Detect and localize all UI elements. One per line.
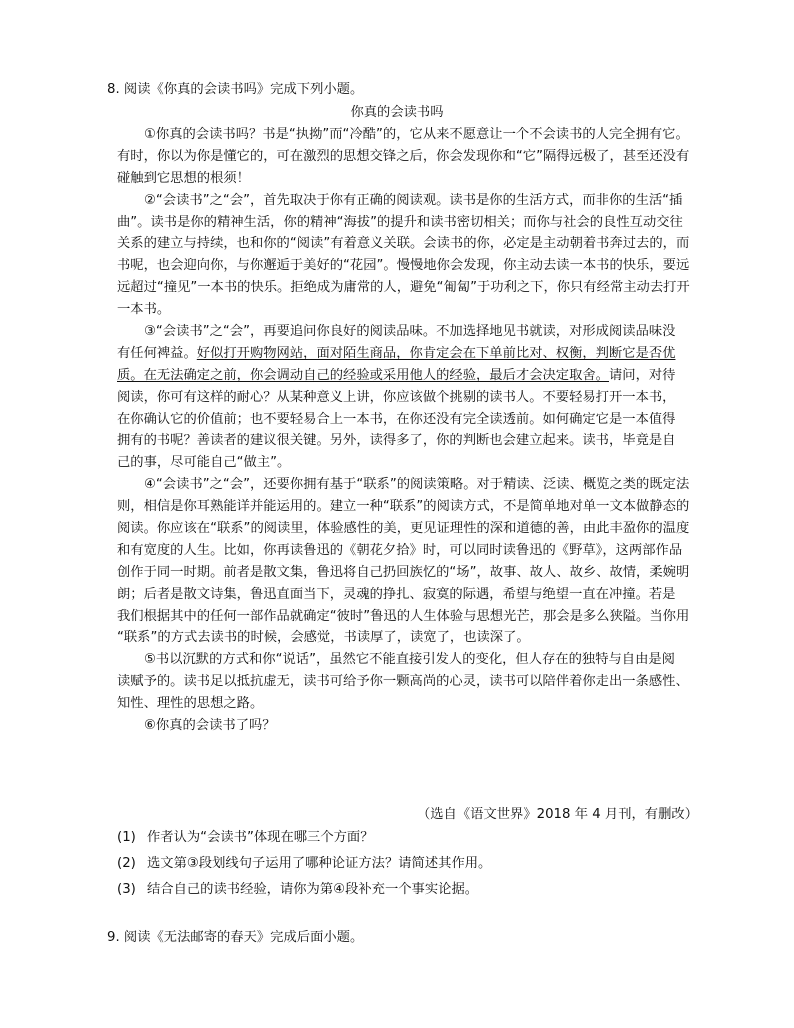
article-line [117, 649, 702, 671]
article-line [117, 671, 702, 693]
line-text: 知性、理性的思想之路。 [117, 696, 264, 712]
line-text: 关系的建立与持续，也和你的“阅读”有着意义关联。会读书的你，必定是主动朝着书奔过去的，而 [117, 236, 690, 252]
article-line [117, 715, 702, 737]
article-body [117, 124, 702, 737]
article-source: （选自《语文世界》2018 年 4 月刊，有删改） [416, 807, 698, 822]
article-line [117, 387, 702, 409]
article-line [117, 255, 702, 277]
line-text: “联系”的方式去读书的时候，会感觉，书读厚了，读宽了，也读深了。 [117, 630, 530, 646]
underlined-sentence: 好似打开购物网站，面对陌生商品，你肯定会在下单前比对、权衡，判断它是否优 [196, 345, 676, 361]
line-text: 请问，对待 [608, 367, 676, 383]
line-text: 拥有的书呢？善读者的建议很关键。另外，读得多了，你的判断也会建立起来。读书，毕竟是自 [117, 433, 676, 449]
sub-question-number: (1) [117, 830, 136, 845]
article-line [117, 562, 702, 584]
article-title: 你真的会读书吗 [350, 105, 444, 120]
line-text: 有任何裨益。 [117, 345, 197, 361]
line-text: 和有宽度的人生。比如，你再读鲁迅的《朝花夕拾》时，可以同时读鲁迅的《野草》，这两部作品 [117, 542, 683, 558]
line-text: 在你确认它的价值前；也不要轻易合上一本书，在你还没有完全读透前。如何确定它是一本值得 [117, 411, 676, 427]
line-text: ②“会读书”之“会”，首先取决于你有正确的阅读观。读书是你的生活方式，而非你的生活“插 [144, 192, 683, 208]
article-line [117, 277, 702, 299]
line-text: 阅读。你应该在“联系”的阅读里，体验感性的美，更见证理性的深和道德的善，由此丰盈你的温度 [117, 521, 690, 537]
sub-question-text: 作者认为“会读书”体现在哪三个方面？ [147, 830, 374, 845]
line-text: 读赋予的。读书足以抵抗虚无，读书可给予你一颗高尚的心灵，读书可以陪伴着你走出一条感性、 [117, 674, 689, 690]
line-text: 有时，你以为你是懂它的，可在激烈的思想交锋之后，你会发现你和“它”隔得远极了，甚至还没有 [117, 148, 690, 164]
article-line [117, 518, 702, 540]
article-line [117, 409, 702, 431]
line-text: 己的事，尽可能自己“做主”。 [117, 455, 291, 471]
article-line [117, 540, 702, 562]
line-text: 一本书。 [117, 302, 171, 318]
article-line [117, 496, 702, 518]
question-9-prompt: 9. 阅读《无法邮寄的春天》完成后面小题。 [107, 930, 364, 945]
sub-question-text: 结合自己的读书经验，请你为第④段补充一个事实论据。 [147, 882, 479, 897]
article-line [117, 233, 702, 255]
line-text: 阅读，你可有这样的耐心？从某种意义上讲，你应该做个挑剔的读书人。不要轻易打开一本书， [117, 389, 676, 405]
sub-question-2 [117, 855, 491, 873]
article-line [117, 584, 702, 606]
article-line [117, 212, 702, 234]
sub-question-text: 选文第③段划线句子运用了哪种论证方法？请简述其作用。 [147, 856, 492, 871]
article-line [117, 190, 702, 212]
article-line [117, 299, 702, 321]
sub-question-3 [117, 881, 478, 899]
sub-question-number: (2) [117, 856, 136, 871]
line-text: 书呢，也会迎向你，与你邂逅于美好的“花园”。慢慢地你会发现，你主动去读一本书的快乐，要远 [117, 258, 690, 274]
line-text: 曲”。读书是你的精神生活，你的精神“海拔”的提升和读书密切相关；而你与社会的良性互动交往 [117, 214, 683, 230]
article-line [117, 146, 702, 168]
line-text: 碰触到它思想的根须！ [117, 170, 250, 186]
line-text: ④“会读书”之“会”，还要你拥有基于“联系”的阅读策略。对于精读、泛读、概览之类的既定法 [144, 477, 690, 493]
article-line [117, 627, 702, 649]
article-line [117, 474, 702, 496]
line-text: 远超过“撞见”一本书的快乐。拒绝成为庸常的人，避免“匍匐”于功利之下，你只有经常主动去打开 [117, 280, 690, 296]
line-text: ①你真的会读书吗？书是“执拗”而“冷酷”的，它从来不愿意让一个不会读书的人完全拥有它。 [144, 127, 689, 142]
article-line [117, 365, 702, 387]
line-text: ③“会读书”之“会”，再要追问你良好的阅读品味。不加选择地见书就读，对形成阅读品味没 [144, 324, 676, 340]
line-text: ⑤书以沉默的方式和你“说话”，虽然它不能直接引发人的变化，但人存在的独特与自由是阅 [144, 652, 675, 668]
sub-question-1 [117, 829, 374, 847]
article-line [117, 606, 702, 628]
article-line [117, 343, 702, 365]
article-line [117, 452, 702, 474]
article-line [117, 124, 702, 146]
article-line [117, 168, 702, 190]
line-text: 我们根据其中的任何一部作品就确定“彼时”鲁迅的人生体验与思想光芒，那会是多么狭隘。当你用 [117, 608, 690, 624]
article-line [117, 693, 702, 715]
underlined-sentence: 质。在无法确定之前，你会调动自己的经验或采用他人的经验，最后才会决定取舍。 [117, 367, 609, 383]
article-line [117, 430, 702, 452]
line-text: 则，相信是你耳熟能详并能运用的。建立一种“联系”的阅读方式，不是简单地对单一文本做静态的 [117, 499, 690, 515]
line-text: 朗；后者是散文诗集，鲁迅直面当下，灵魂的挣扎、寂寞的际遇，希望与绝望一直在冲撞。若是 [117, 586, 676, 602]
question-8-prompt: 8. 阅读《你真的会读书吗》完成下列小题。 [107, 82, 364, 97]
line-text: ⑥你真的会读书了吗？ [144, 718, 276, 734]
line-text: 创作于同一时期。前者是散文集，鲁迅将自己扔回族忆的“场”，故事、故人、故乡、故情，柔婉明 [117, 564, 690, 580]
article-line [117, 321, 702, 343]
sub-question-number: (3) [117, 882, 136, 897]
